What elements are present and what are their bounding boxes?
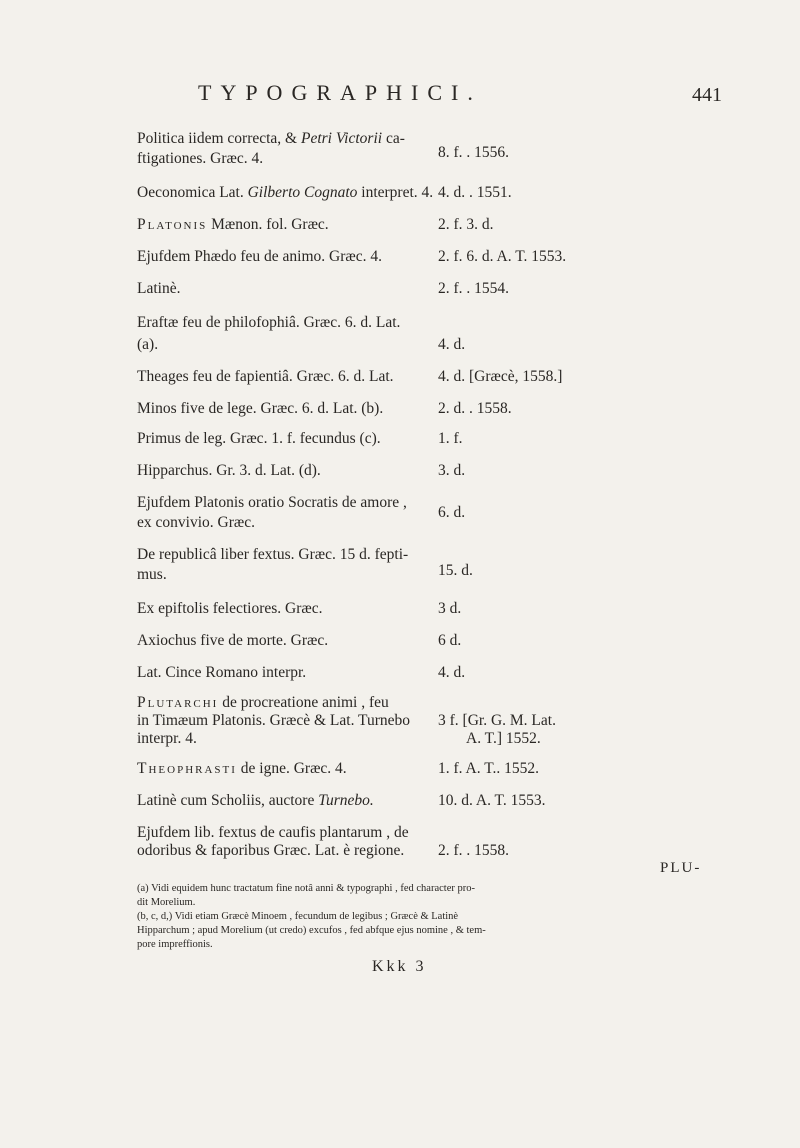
entry-title-continued: interpr. 4. [137,730,197,747]
entry-reference: 4. d. . 1551. [438,184,512,201]
entry-title-continued: (a). [137,336,159,353]
entry-title-continued: mus. [137,566,167,583]
entry-title: Ejufdem Platonis oratio Socratis de amore , [137,494,407,511]
entry-reference: 15. d. [438,562,473,579]
entry-reference: 8. f. . 1556. [438,144,510,161]
entry-title-continued: odoribus & faporibus Græc. Lat. è regione. [137,842,405,859]
entry-title: Latinè cum Scholiis, auctore Turnebo. [137,792,374,809]
entry-reference: 1. f. [438,430,463,447]
entry-reference: 3 f. [Gr. G. M. Lat. [438,712,556,729]
entry-title: Plutarchi de procreatione animi , feu [137,694,389,711]
entry-title: Platonis Mænon. fol. Græc. [137,216,329,233]
running-title: TYPOGRAPHICI. [198,80,482,105]
entry-title: Theophrasti de igne. Græc. 4. [137,760,347,777]
signature-mark: Kkk 3 [372,958,427,975]
entry-title-continued: ex convivio. Græc. [137,514,255,531]
footnote-line: dit Morelium. [137,897,196,908]
entry-reference: 2. f. . 1558. [438,842,510,859]
entry-reference: 3. d. [438,462,466,479]
entry-reference: 4. d. [438,664,466,681]
entry-reference: 1. f. A. T.. 1552. [438,760,540,777]
footnote-line: pore impreffionis. [137,939,213,950]
entry-reference: 2. f. 3. d. [438,216,494,233]
footnote-line: Hipparchum ; apud Morelium (ut credo) excufos , fed abfque ejus nomine , & tem- [137,925,486,936]
entry-title: Ejufdem Phædo feu de animo. Græc. 4. [137,248,382,265]
entry-title: Latinè. [137,280,181,297]
entry-title: Oeconomica Lat. Gilberto Cognato interpret. 4. [137,184,434,201]
entry-reference: 10. d. A. T. 1553. [438,792,546,809]
entry-reference: 2. f. . 1554. [438,280,510,297]
entry-title-continued: ftigationes. Græc. 4. [137,150,264,167]
entry-title: Ejufdem lib. fextus de caufis plantarum , de [137,824,409,841]
entry-title-continued: in Timæum Platonis. Græcè & Lat. Turnebo [137,712,411,729]
footnote-line: (a) Vidi equidem hunc tractatum fine notâ anni & typographi , fed character pro- [137,883,475,894]
entry-title: Ex epiftolis felectiores. Græc. [137,600,323,617]
entry-title: Axiochus five de morte. Græc. [137,632,329,649]
entry-reference: 4. d. [Græcè, 1558.] [438,368,563,385]
entry-title: Hipparchus. Gr. 3. d. Lat. (d). [137,462,321,479]
entry-title: De republicâ liber fextus. Græc. 15 d. fepti- [137,546,409,563]
footnotes [137,882,659,952]
catchword: PLU- [660,860,702,876]
entry-reference-continued: A. T.] 1552. [466,730,541,747]
entry-title: Politica iidem correcta, & Petri Victorii ca- [137,130,405,147]
entry-reference: 3 d. [438,600,462,617]
entry-reference: 2. d. . 1558. [438,400,512,417]
entry-title: Theages feu de fapientiâ. Græc. 6. d. Lat. [137,368,394,385]
entry-reference: 4. d. [438,336,466,353]
entry-title: Primus de leg. Græc. 1. f. fecundus (c). [137,430,381,447]
footnote-line: (b, c, d,) Vidi etiam Græcè Minoem , fecundum de legibus ; Græcè & Latinè [137,911,459,922]
entry-reference: 6. d. [438,504,466,521]
entry-title: Lat. Cince Romano interpr. [137,664,307,681]
entry-reference: 6 d. [438,632,462,649]
entry-reference: 2. f. 6. d. A. T. 1553. [438,248,567,265]
entry-title: Eraftæ feu de philofophiâ. Græc. 6. d. Lat. [137,314,401,331]
entry-title: Minos five de lege. Græc. 6. d. Lat. (b). [137,400,384,417]
page-number: 441 [692,84,722,106]
